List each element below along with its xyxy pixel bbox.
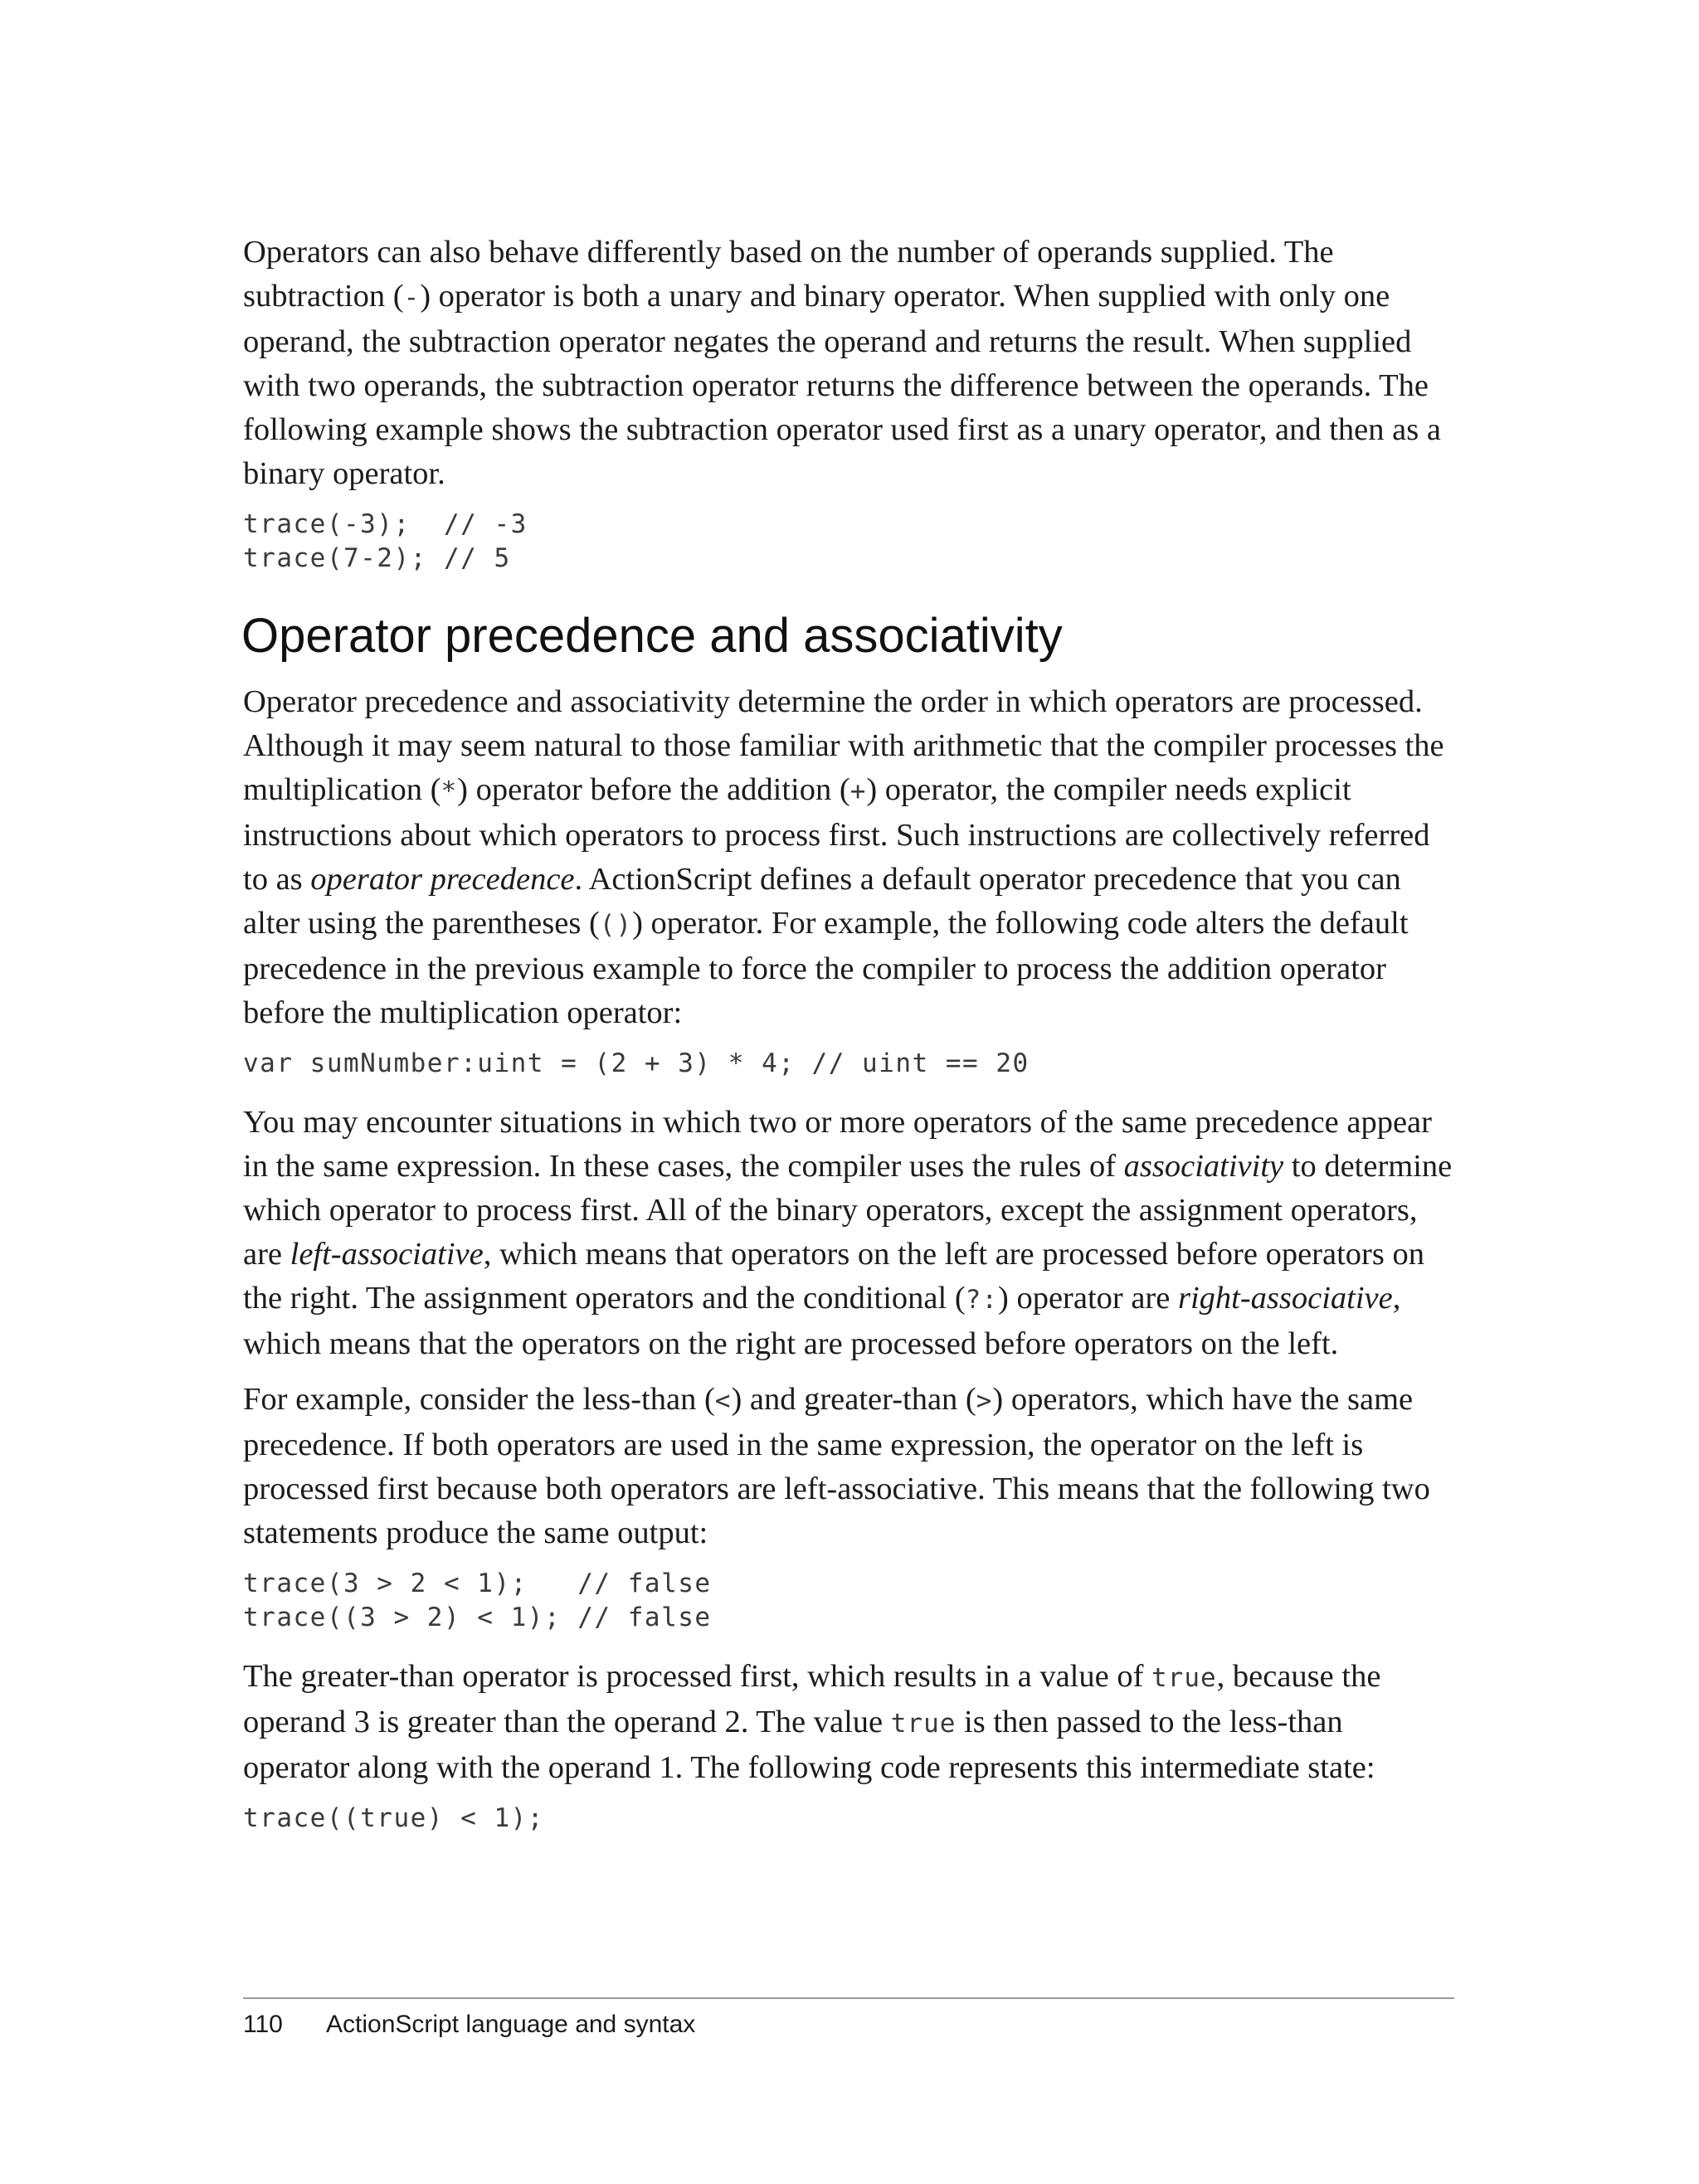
code-line: trace(7-2); // 5 bbox=[243, 543, 511, 573]
text-run: The greater-than operator is processed first, which results in a value of bbox=[243, 1659, 1152, 1694]
inline-code: < bbox=[714, 1386, 732, 1416]
text-run: For example, consider the less-than ( bbox=[243, 1382, 715, 1417]
chapter-title: ActionScript language and syntax bbox=[326, 2011, 696, 2038]
code-block-subtraction bbox=[243, 508, 1454, 576]
inline-code: * bbox=[441, 776, 458, 806]
text-run: . ActionScript defines a default operator precedence that you can alter using the parentheses ( bbox=[243, 862, 1401, 941]
text-run: ) operator, the compiler needs explicit instructions about which operators to process first. Such instructions are collectively referred to as bbox=[243, 772, 1430, 897]
text-run: , which means that the operators on the right are processed before operators on the left. bbox=[243, 1281, 1401, 1361]
page-footer bbox=[243, 1997, 1454, 2039]
text-run: Operators can also behave differently based on the number of operands supplied. The subtraction ( bbox=[243, 235, 1334, 314]
text-run: ) and greater-than ( bbox=[731, 1382, 976, 1417]
text-run: You may encounter situations in which two or more operators of the same precedence appear in the same expression. In these cases, the compiler uses the rules of bbox=[243, 1105, 1432, 1184]
code-line: var sumNumber:uint = (2 + 3) * 4; // uint == 20 bbox=[243, 1048, 1030, 1078]
inline-code: true bbox=[1151, 1663, 1217, 1693]
inline-code: > bbox=[976, 1386, 993, 1416]
code-block-trace-false bbox=[243, 1567, 1454, 1635]
emphasis: left-associative bbox=[290, 1237, 484, 1272]
inline-code: true bbox=[890, 1709, 957, 1739]
paragraph-associativity bbox=[243, 1101, 1454, 1366]
inline-code: () bbox=[599, 910, 633, 940]
emphasis: associativity bbox=[1123, 1149, 1284, 1184]
code-block-sumnumber bbox=[243, 1047, 1454, 1081]
code-block-trace-true bbox=[243, 1802, 1454, 1836]
inline-code: + bbox=[850, 776, 867, 806]
text-run: is then passed to the less-than operator along with the operand 1. The following code represents this intermediate state: bbox=[243, 1705, 1375, 1785]
code-line: trace(3 > 2 < 1); // false bbox=[243, 1569, 712, 1598]
paragraph-unary-binary bbox=[243, 231, 1454, 496]
code-line: trace((true) < 1); bbox=[243, 1803, 544, 1833]
text-run: ) operator. For example, the following code alters the default precedence in the previous example to force the compiler to process the addition operator before the multiplication operator: bbox=[243, 906, 1409, 1030]
text-run: , because the operand 3 is greater than the operand 2. The value bbox=[243, 1659, 1381, 1739]
text-run: , which means that operators on the left are processed before operators on the right. The assignment operators and the conditional ( bbox=[243, 1237, 1424, 1316]
text-run: ) operators, which have the same precedence. If both operators are used in the same expression, the operator on the left is processed first because both operators are left-associative. This means that the following two statements produce the same output: bbox=[243, 1382, 1430, 1550]
inline-code: ?: bbox=[965, 1285, 998, 1315]
text-run: Operator precedence and associativity determine the order in which operators are processed. Although it may seem natural to those familiar with arithmetic that the compiler processes the multiplication ( bbox=[243, 684, 1444, 807]
page-number: 110 bbox=[243, 2011, 283, 2038]
page-content bbox=[243, 231, 1454, 1856]
code-line: trace(-3); // -3 bbox=[243, 509, 528, 539]
text-run: ) operator before the addition ( bbox=[457, 772, 850, 807]
text-run: ) operator is both a unary and binary operator. When supplied with only one operand, the subtraction operator negates the operand and returns the result. When supplied with two operands, the subtraction operator returns the difference between the operands. The following example shows the subtraction operator used first as a unary operator, and then as a binary operator. bbox=[243, 279, 1441, 491]
text-run: ) operator are bbox=[998, 1281, 1178, 1316]
emphasis: operator precedence bbox=[310, 862, 575, 897]
section-heading: Operator precedence and associativity bbox=[241, 609, 1063, 663]
paragraph-intermediate-state bbox=[243, 1655, 1454, 1790]
paragraph-precedence bbox=[243, 680, 1454, 1035]
text-run: to determine which operator to process first. All of the binary operators, except the assignment operators, are bbox=[243, 1149, 1453, 1272]
inline-code: - bbox=[403, 283, 421, 313]
paragraph-less-greater-example bbox=[243, 1378, 1454, 1555]
code-line: trace((3 > 2) < 1); // false bbox=[243, 1603, 712, 1632]
emphasis: right-associative bbox=[1177, 1281, 1393, 1316]
